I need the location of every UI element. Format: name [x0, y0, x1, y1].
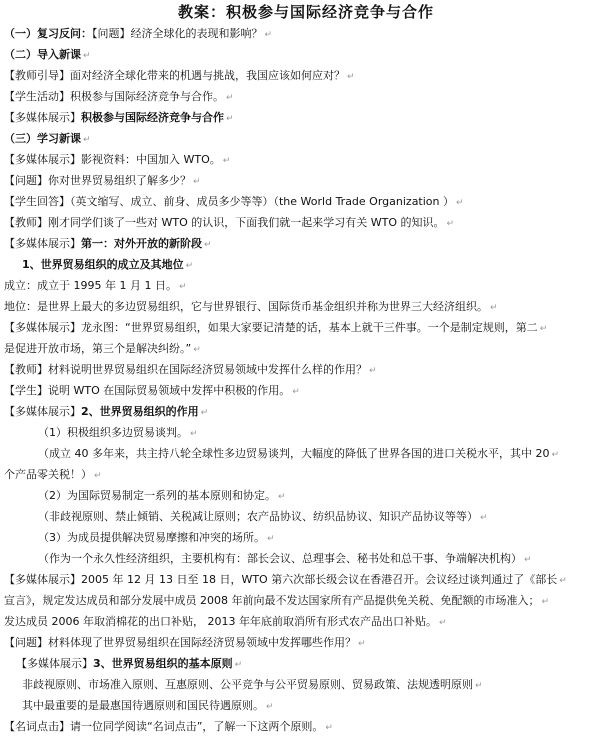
paragraph-mark-icon: ↵: [551, 450, 560, 460]
text-segment: 【多媒体展示】: [4, 237, 81, 250]
text-segment: 【学生】说明 WTO 在国际贸易领域中发挥中积极的作用。: [4, 384, 291, 397]
text-segment: 【教师】刚才同学们谈了一些对 WTO 的认识，下面我们就一起来学习有关 WTO 的知识。: [4, 216, 445, 229]
text-segment: 【学生活动】积极参与国际经济竞争与合作。: [4, 90, 224, 103]
paragraph-mark-icon: ↵: [226, 114, 234, 124]
paragraph-mark-icon: ↵: [204, 240, 212, 250]
paragraph-mark-icon: ↵: [226, 93, 234, 103]
bold-text: 3、世界贸易组织的基本原则: [93, 657, 233, 670]
text-line: [4, 717, 608, 738]
text-line: [4, 696, 608, 717]
paragraph-mark-icon: ↵: [267, 534, 275, 544]
paragraph-mark-icon: ↵: [369, 366, 377, 376]
paragraph-mark-icon: ↵: [446, 219, 455, 229]
paragraph-mark-icon: ↵: [456, 198, 464, 208]
paragraph-mark-icon: ↵: [541, 597, 550, 607]
paragraph-mark-icon: ↵: [264, 30, 273, 40]
text-segment: 【问题】你对世界贸易组织了解多少？: [4, 174, 191, 187]
text-line: [4, 255, 608, 276]
text-segment: （1）积极组织多边贸易谈判。: [38, 426, 188, 439]
text-segment: 【名词点击】请一位同学阅读“名词点击”，了解一下这两个原则。: [4, 720, 324, 733]
text-line: [4, 360, 608, 381]
text-segment: 发达成员 2006 年取消棉花的出口补贴， 2013 年年底前取消所有形式农产品出口补贴。: [4, 615, 437, 628]
text-line: [4, 612, 608, 633]
text-line: [4, 339, 608, 360]
bold-text: （三）学习新课: [4, 132, 81, 145]
text-segment: 个产品零关税！）: [4, 468, 92, 481]
paragraph-mark-icon: ↵: [559, 576, 567, 586]
text-line: [4, 213, 608, 234]
paragraph-mark-icon: ↵: [490, 303, 498, 313]
text-segment: 宣言》，规定发达成员和部分发展中成员 2008 年前向最不发达国家所有产品提供免关税、免配额的市场准入；: [4, 594, 540, 607]
bold-text: （二）导入新课: [4, 48, 81, 61]
paragraph-mark-icon: ↵: [178, 282, 187, 292]
text-segment: 【多媒体展示】影视资料：中国加入 WTO。: [4, 153, 221, 166]
paragraph-mark-icon: ↵: [278, 492, 286, 502]
paragraph-mark-icon: ↵: [222, 156, 231, 166]
text-segment: 【问题】经济全球化的表现和影响？: [92, 27, 263, 40]
text-line: [4, 549, 608, 570]
paragraph-mark-icon: ↵: [325, 723, 333, 733]
paragraph-mark-icon: ↵: [480, 513, 488, 523]
paragraph-mark-icon: ↵: [266, 702, 274, 712]
text-line: [4, 87, 608, 108]
text-segment: 【教师引导】面对经济全球化带来的机遇与挑战，我国应该如何应对？: [4, 69, 345, 82]
text-line: [4, 402, 608, 423]
text-line: [4, 318, 608, 339]
text-line: [4, 45, 608, 66]
paragraph-mark-icon: ↵: [438, 618, 447, 628]
text-segment: 【多媒体展示】: [4, 405, 81, 418]
bold-text: 第一：对外开放的新阶段: [81, 237, 202, 250]
paragraph-mark-icon: ↵: [539, 324, 548, 334]
text-line: [4, 570, 608, 591]
text-line: [4, 171, 608, 192]
text-segment: 地位：是世界上最大的多边贸易组织，它与世界银行、国际货币基金组织并称为世界三大经济组织。: [4, 300, 488, 313]
paragraph-mark-icon: ↵: [83, 135, 91, 145]
bold-text: 积极参与国际经济竞争与合作: [81, 111, 224, 124]
text-line: [4, 675, 608, 696]
text-segment: 其中最重要的是最惠国待遇原则和国民待遇原则。: [22, 699, 264, 712]
text-line: [4, 507, 608, 528]
text-segment: （作为一个永久性经济组织，主要机构有：部长会议、总理事会、秘书处和总干事、争端解决机构）: [38, 552, 522, 565]
paragraph-mark-icon: ↵: [193, 177, 201, 187]
paragraph-mark-icon: ↵: [94, 471, 102, 481]
text-line: [4, 465, 608, 486]
text-line: [4, 444, 608, 465]
text-segment: 成立：成立于 1995 年 1 月 1 日。: [4, 279, 177, 292]
paragraph-mark-icon: ↵: [475, 681, 483, 691]
text-line: [4, 633, 608, 654]
text-line: [4, 486, 608, 507]
document-body: [4, 24, 608, 738]
text-segment: 非歧视原则、市场准入原则、互惠原则、公平竞争与公平贸易原则、贸易政策、法规透明原则: [22, 678, 473, 691]
paragraph-mark-icon: ↵: [358, 639, 366, 649]
paragraph-mark-icon: ↵: [347, 72, 355, 82]
text-line: [4, 423, 608, 444]
text-line: [4, 297, 608, 318]
text-segment: 【多媒体展示】: [16, 657, 93, 670]
bold-text: 1、世界贸易组织的成立及其地位: [22, 258, 184, 271]
text-line: [4, 192, 608, 213]
paragraph-mark-icon: ↵: [193, 345, 201, 355]
paragraph-mark-icon: ↵: [524, 555, 532, 565]
text-segment: （3）为成员提供解决贸易摩擦和冲突的场所。: [38, 531, 265, 544]
text-segment: 是促进开放市场，第三个是解决纠纷。”: [4, 342, 192, 355]
paragraph-mark-icon: ↵: [234, 660, 243, 670]
paragraph-mark-icon: ↵: [200, 408, 209, 418]
paragraph-mark-icon: ↵: [190, 429, 198, 439]
text-segment: 【多媒体展示】2005 年 12 月 13 日至 18 日，WTO 第六次部长级会议在香港召开。会议经过谈判通过了《部长: [4, 573, 558, 586]
text-segment: 【多媒体展示】龙永图：“世界贸易组织，如果大家要记清楚的话，基本上就干三件事。一个是制定规则，第二: [4, 321, 538, 334]
text-line: [4, 24, 608, 45]
text-line: [4, 108, 608, 129]
text-segment: （2）为国际贸易制定一系列的基本原则和协定。: [38, 489, 276, 502]
bold-text: （一）复习反问：: [4, 27, 92, 40]
paragraph-mark-icon: ↵: [292, 387, 300, 397]
text-line: [4, 381, 608, 402]
bold-text: 2、世界贸易组织的作用: [81, 405, 199, 418]
text-segment: 【教师】材料说明世界贸易组织在国际经济贸易领域中发挥什么样的作用？: [4, 363, 367, 376]
text-line: [4, 654, 608, 675]
paragraph-mark-icon: ↵: [185, 261, 194, 271]
text-segment: 【问题】材料体现了世界贸易组织在国际经济贸易领域中发挥哪些作用？: [4, 636, 356, 649]
document-title: 教案：积极参与国际经济竞争与合作: [177, 3, 434, 21]
text-line: [4, 150, 608, 171]
text-segment: 【多媒体展示】: [4, 111, 81, 124]
text-line: [4, 66, 608, 87]
text-line: [4, 276, 608, 297]
text-line: [4, 129, 608, 150]
text-line: [4, 591, 608, 612]
text-segment: （非歧视原则、禁止倾销、关税减让原则；农产品协议、纺织品协议、知识产品协议等等）: [38, 510, 478, 523]
text-line: [4, 234, 608, 255]
paragraph-mark-icon: ↵: [83, 51, 91, 61]
text-segment: （成立 40 多年来，共主持八轮全球性多边贸易谈判，大幅度的降低了世界各国的进口关税水平，其中 20: [38, 447, 550, 460]
text-segment: 【学生回答】（英文缩写、成立、前身、成员多少等等）（the World Trade Organization ）: [4, 195, 454, 208]
text-line: [4, 528, 608, 549]
